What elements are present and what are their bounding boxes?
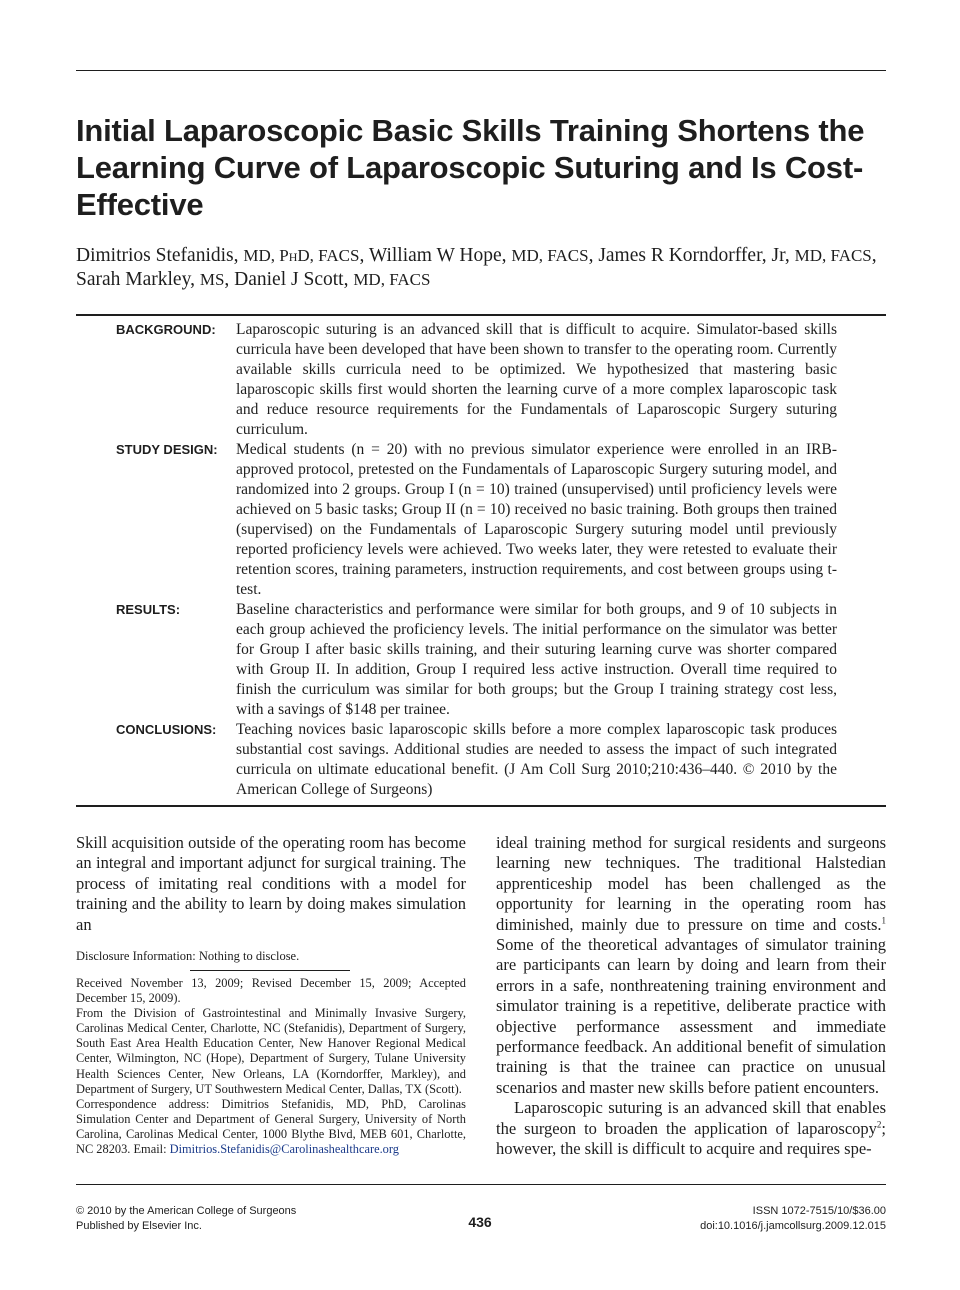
author-name: William W Hope [368, 245, 502, 266]
author-degrees: MS [199, 270, 225, 289]
doi: doi:10.1016/j.jamcollsurg.2009.12.015 [700, 1220, 886, 1232]
author-name: James R Korndorffer, Jr [598, 245, 785, 266]
abstract-text: Laparoscopic suturing is an advanced skill that is difficult to acquire. Simulator-based skills curricula have been developed that have been shown to transfer to the operating room. Currently available skills curricula need to be optimized. We hypothesized that mastering basic laparoscopic skills first would shorten the learning curve of a more complex laparoscopic task and reduce resource requirements for the Fundamentals of Laparoscopic Surgery suturing curriculum. [236, 321, 837, 438]
abstract-text: Baseline characteristics and performance were similar for both groups, and 9 of 10 subjects in each group achieved the proficiency levels. The initial performance on the simulator was better for Group I after basic skills training, and their suturing learning curve was shorter compared with Group II. In addition, Group I required less active instruction. Overall time required to finish the curriculum was similar for both groups; but the Group I training strategy cost less, with a savings of $148 per trainee. [236, 601, 837, 718]
affiliations: From the Division of Gastrointestinal and Minimally Invasive Surgery, Carolinas Medical Center, Charlotte, NC (Stefanidis), Department of Surgery, South East Area Health Education Center, New Hanover Regional Medical Center, Wilmington, NC (Hope), Department of Surgery, Tulane University Health Sciences Center, New Orleans, LA (Korndorffer, Markley), and Department of Surgery, UT Southwestern Medical Center, Dallas, TX (Scott). [76, 1006, 466, 1096]
abstract-text: Medical students (n = 20) with no previous simulator experience were enrolled in an IRB-approved protocol, pretested on the Fundamentals of Laparoscopic Surgery suturing model, and randomized into 2 groups. Group I (n = 10) trained (unsupervised) until proficiency levels were achieved on 5 basic tasks; Group II (n = 10) received no basic training. Both groups then trained (supervised) on the Fundamentals of Laparoscopic Surgery suturing model until previously reported proficiency levels were achieved. Two weeks later, they were retested to evaluate their retention scores, training parameters, instruction requirements, and cost between groups using t-test. [236, 441, 837, 598]
footer-rule [76, 1184, 886, 1185]
author-degrees: MD, FACS [511, 246, 589, 265]
publisher: Published by Elsevier Inc. [76, 1220, 202, 1232]
body-paragraph: Laparoscopic suturing is an advanced skill that enables the surgeon to broaden the application of laparoscopy$^2$; however, the skill is difficult to acquire and requires spe- [496, 1098, 886, 1159]
body-paragraph: ideal training method for surgical residents and surgeons learning new techniques. The traditional Halstedian apprenticeship model has been challenged as the opportunity for learning in the operating room has diminished, mainly due to pressure on time and costs.$^1$ Some of the theoretical advantages of simulator training are participants can learn by doing and learn from their errors in a safe, nonthreatening training environment and simulator training is a repetitive, deliberate practice with objective performance assessment and immediate performance feedback. An additional benefit of simulation training is that the trainee can practice on unusual scenarios and master new skills before patient encounters. [496, 833, 886, 1097]
copyright: © 2010 by the American College of Surgeons [76, 1205, 297, 1217]
author-degrees: MD, FACS [794, 246, 872, 265]
article-title: Initial Laparoscopic Basic Skills Training Shortens the Learning Curve of Laparoscopic Suturing and Is Cost-Effective [76, 113, 865, 222]
abstract-label: RESULTS: [116, 602, 181, 617]
author-degrees: MD, FACS [353, 270, 431, 289]
abstract-bottom-rule [76, 805, 886, 807]
issn: ISSN 1072-7515/10/$36.00 [752, 1205, 886, 1217]
disclosure-information: Disclosure Information: Nothing to disclose. [76, 949, 300, 963]
email-link[interactable]: Dimitrios.Stefanidis@Carolinashealthcare.org [169, 1142, 399, 1157]
footnote-rule [190, 970, 350, 971]
abstract-top-rule [76, 314, 886, 316]
author-degrees: MD, PhD, FACS [243, 246, 360, 265]
author-list: Dimitrios Stefanidis, MD, PhD, FACS, William W Hope, MD, FACS, James R Korndorffer, Jr, MD, FACS, Sarah Markley, MS, Daniel J Scott, MD, FACS [76, 245, 877, 290]
author-name: Sarah Markley [76, 269, 191, 290]
body-right-column [496, 833, 886, 1160]
reference-mark: 1 [881, 915, 886, 926]
author-name: Daniel J Scott [234, 269, 344, 290]
received-dates: Received November 13, 2009; Revised December 15, 2009; Accepted December 15, 2009). [76, 976, 466, 1006]
correspondence-address: Correspondence address: Dimitrios Stefanidis, MD, PhD, Carolinas Simulation Center and Department of General Surgery, University of North Carolina, Carolinas Medical Center, 1000 Blythe Blvd, MEB 601, Charlotte, NC 28203. Email: Dimitrios.Stefanidis@Carolinashealthcare.org [76, 1096, 466, 1157]
abstract-text: Teaching novices basic laparoscopic skills before a more complex laparoscopic task produces substantial cost savings. Additional studies are needed to assess the impact of such integrated curricula on ultimate educational benefit. (J Am Coll Surg 2010;210:436–440. © 2010 by the American College of Surgeons) [236, 721, 837, 798]
abstract-label: BACKGROUND: [116, 322, 216, 337]
article-metadata [76, 976, 466, 1157]
body-left-column: Skill acquisition outside of the operating room has become an integral and important adjunct for surgical training. The process of imitating real conditions with a model for training and the ability to learn by doing makes simulation an [76, 833, 466, 934]
author-name: Dimitrios Stefanidis [76, 245, 234, 266]
abstract-label: CONCLUSIONS: [116, 722, 217, 737]
page-number: 436 [468, 1214, 492, 1230]
abstract-label: STUDY DESIGN: [116, 442, 218, 457]
footer-right [700, 1204, 886, 1234]
top-rule [76, 70, 886, 71]
reference-mark: 2 [876, 1119, 882, 1130]
